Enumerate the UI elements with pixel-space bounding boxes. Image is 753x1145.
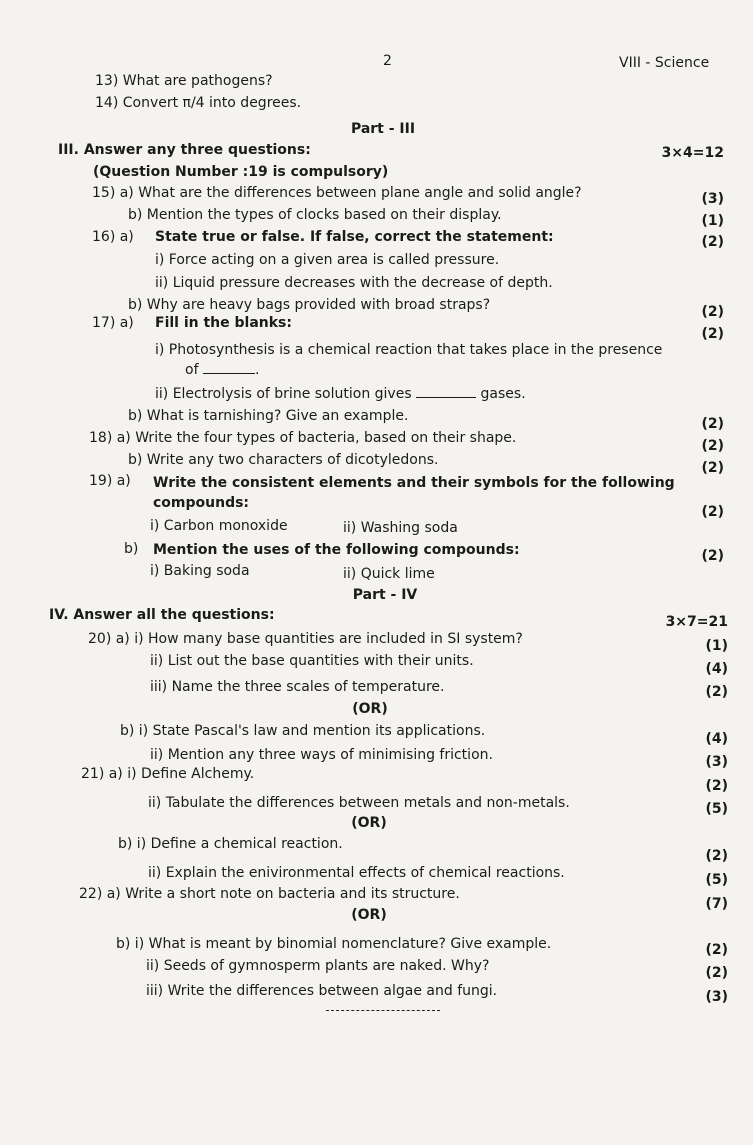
question-20a-ii: ii) List out the base quantities with their units. [150,653,474,669]
question-21a-ii-marks: (5) [705,801,728,817]
or-divider-2: (OR) [351,815,387,831]
question-21b-i-marks: (2) [705,848,728,864]
end-divider [326,1010,440,1011]
question-19b: Mention the uses of the following compounds: [153,542,520,558]
question-19b-marks: (2) [701,548,724,564]
question-16a-marks: (2) [701,234,724,250]
question-17a-number: 17) a) [92,315,134,331]
part-4-heading: IV. Answer all the questions: [49,607,275,623]
or-divider-1: (OR) [352,701,388,717]
question-17a-ii [155,385,526,403]
blank-line [203,361,255,374]
question-22b-ii-marks: (2) [705,965,728,981]
question-18a: 18) a) Write the four types of bacteria, based on their shape. [89,430,517,446]
question-17a: Fill in the blanks: [155,315,292,331]
question-22a-marks: (7) [705,896,728,912]
question-21a-i: 21) a) i) Define Alchemy. [81,766,255,782]
question-22b-iii-marks: (3) [705,989,728,1005]
question-20a-i: 20) a) i) How many base quantities are included in SI system? [88,631,523,647]
question-19b-i: i) Baking soda [150,563,250,579]
question-15a-marks: (3) [701,191,724,207]
question-17b: b) What is tarnishing? Give an example. [128,408,409,424]
question-16b: b) Why are heavy bags provided with broad straps? [128,297,491,313]
part-3-marks-total: 3×4=12 [661,145,724,161]
question-19a-number: 19) a) [89,473,131,489]
question-22b-iii: iii) Write the differences between algae and fungi. [146,983,498,999]
question-21b-ii-marks: (5) [705,872,728,888]
question-16a-number: 16) a) [92,229,134,245]
question-18b-marks: (2) [701,460,724,476]
question-20b-ii-marks: (3) [705,754,728,770]
question-22a: 22) a) Write a short note on bacteria and its structure. [79,886,460,902]
question-17a-i: i) Photosynthesis is a chemical reaction that takes place in the presence [155,342,663,358]
question-21b-ii: ii) Explain the enivironmental effects of chemical reactions. [148,865,565,881]
question-16a-ii: ii) Liquid pressure decreases with the decrease of depth. [155,275,553,291]
part-4-title: Part - IV [352,587,418,603]
question-15a: 15) a) What are the differences between plane angle and solid angle? [92,185,582,201]
subject-label: VIII - Science [619,55,710,71]
question-20a-ii-marks: (4) [705,661,728,677]
question-19a-ii: ii) Washing soda [343,520,458,536]
question-20a-iii-marks: (2) [705,684,728,700]
question-18a-marks: (2) [701,438,724,454]
question-21a-ii: ii) Tabulate the differences between metals and non-metals. [148,795,570,811]
question-20a-i-marks: (1) [705,638,728,654]
question-17b-marks: (2) [701,416,724,432]
period-text: . [254,362,260,378]
question-21a-i-marks: (2) [705,778,728,794]
part-3-heading: III. Answer any three questions: [58,142,311,158]
question-14: 14) Convert π/4 into degrees. [95,95,302,111]
or-divider-3: (OR) [351,907,387,923]
question-22b-ii: ii) Seeds of gymnosperm plants are naked. Why? [146,958,490,974]
question-20a-iii: iii) Name the three scales of temperature. [150,679,445,695]
gases-text: gases. [480,386,526,402]
question-20b-i: b) i) State Pascal's law and mention its applications. [120,723,486,739]
question-17a-ii-text: ii) Electrolysis of brine solution gives [155,386,412,402]
question-19b-number: b) [124,541,139,557]
question-16b-marks: (2) [701,304,724,320]
question-19a-continued: compounds: [153,495,250,511]
question-22b-i: b) i) What is meant by binomial nomenclature? Give example. [116,936,552,952]
question-19a-marks: (2) [701,504,724,520]
question-19a-i: i) Carbon monoxide [150,518,288,534]
question-16a-i: i) Force acting on a given area is called pressure. [155,252,500,268]
blank-line [416,385,476,398]
question-16a: State true or false. If false, correct the statement: [155,229,554,245]
question-13: 13) What are pathogens? [95,73,273,89]
question-17a-marks: (2) [701,326,724,342]
question-19b-ii: ii) Quick lime [343,566,435,582]
question-20b-i-marks: (4) [705,731,728,747]
page-number: 2 [383,53,392,69]
question-15b: b) Mention the types of clocks based on their display. [128,207,502,223]
question-20b-ii: ii) Mention any three ways of minimising friction. [150,747,493,763]
part-3-note: (Question Number :19 is compulsory) [93,164,389,180]
question-15b-marks: (1) [701,213,724,229]
of-text: of [185,362,199,378]
question-17a-i-continued [185,361,259,379]
question-18b: b) Write any two characters of dicotyledons. [128,452,439,468]
part-4-marks-total: 3×7=21 [665,614,728,630]
part-3-title: Part - III [350,121,416,137]
question-19a: Write the consistent elements and their symbols for the following [153,475,675,491]
question-21b-i: b) i) Define a chemical reaction. [118,836,343,852]
question-22b-i-marks: (2) [705,942,728,958]
